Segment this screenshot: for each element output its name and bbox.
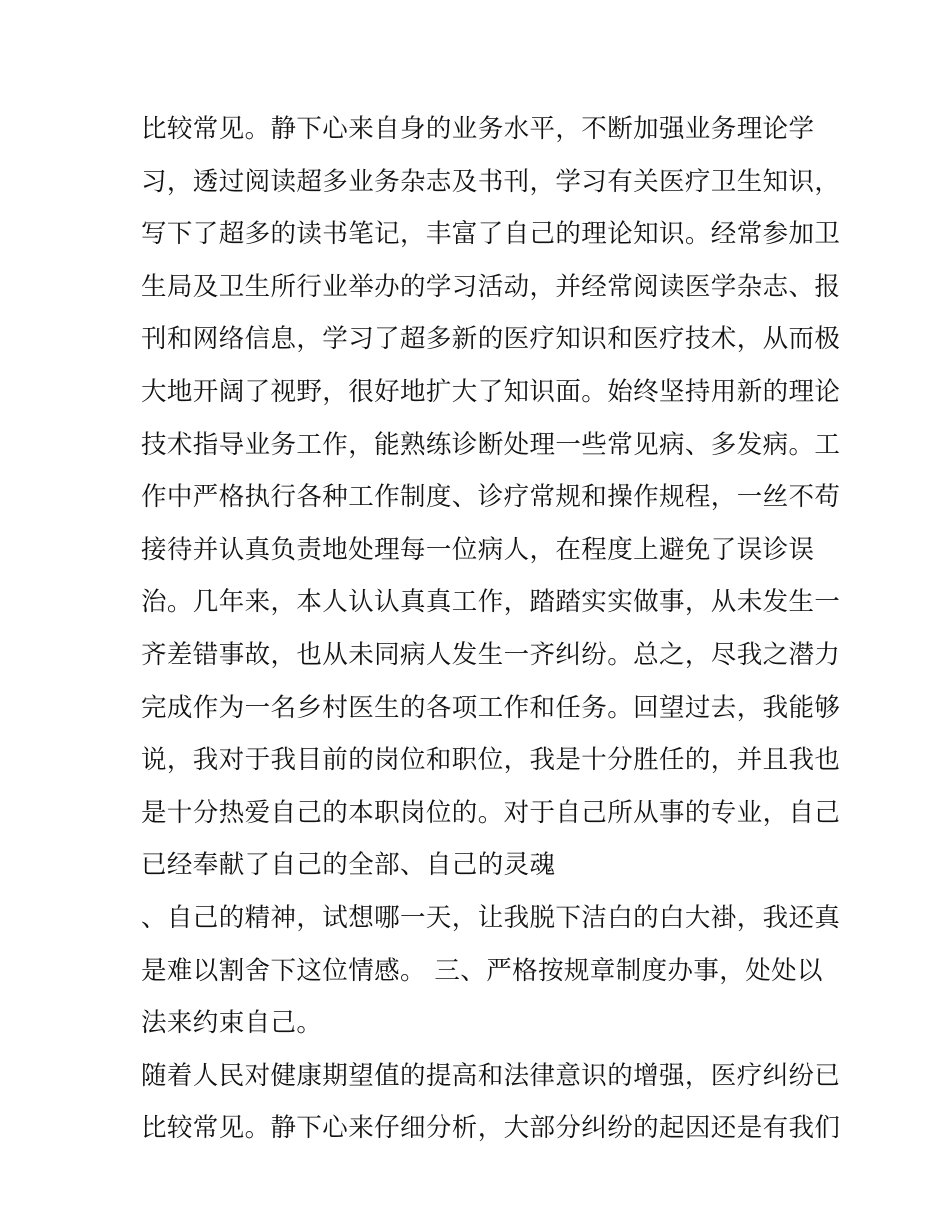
text-line: 刊和网络信息，学习了超多新的医疗知识和医疗技术，从而极 [141, 324, 841, 355]
text-line: 习，透过阅读超多业务杂志及书刊，学习有关医疗卫生知识， [141, 166, 841, 197]
text-line: 是难以割舍下这位情感。 三、严格按规章制度办事，处处以 [141, 955, 823, 986]
text-line: 随着人民对健康期望值的提高和法律意识的增强，医疗纠纷已 [141, 1060, 841, 1091]
text-line: 完成作为一名乡村医生的各项工作和任务。回望过去，我能够 [141, 692, 841, 723]
text-line: 说，我对于我目前的岗位和职位，我是十分胜任的，并且我也 [141, 745, 841, 776]
text-line: 齐差错事故，也从未同病人发生一齐纠纷。总之，尽我之潜力 [141, 639, 841, 670]
text-line: 写下了超多的读书笔记，丰富了自己的理论知识。经常参加卫 [141, 219, 841, 250]
text-line: 比较常见。静下心来仔细分析，大部分纠纷的起因还是有我们 [141, 1113, 841, 1144]
text-line: 作中严格执行各种工作制度、诊疗常规和操作规程，一丝不苟 [141, 482, 841, 513]
text-line: 已经奉献了自己的全部、自己的灵魂 [141, 850, 556, 881]
text-line: 比较常见。静下心来自身的业务水平，不断加强业务理论学 [141, 114, 815, 144]
text-line: 、自己的精神，试想哪一天，让我脱下洁白的白大褂，我还真 [141, 902, 841, 933]
body-text [141, 103, 841, 1155]
text-line: 生局及卫生所行业举办的学习活动，并经常阅读医学杂志、报 [141, 271, 841, 302]
text-line: 是十分热爱自己的本职岗位的。对于自己所从事的专业，自己 [141, 797, 841, 828]
text-line: 接待并认真负责地处理每一位病人，在程度上避免了误诊误 [141, 534, 815, 565]
text-line: 大地开阔了视野，很好地扩大了知识面。始终坚持用新的理论 [141, 376, 841, 407]
text-line: 法来约束自己。 [141, 1008, 323, 1039]
text-line: 技术指导业务工作，能熟练诊断处理一些常见病、多发病。工 [141, 429, 841, 460]
text-line: 治。几年来，本人认认真真工作，踏踏实实做事，从未发生一 [141, 587, 841, 618]
